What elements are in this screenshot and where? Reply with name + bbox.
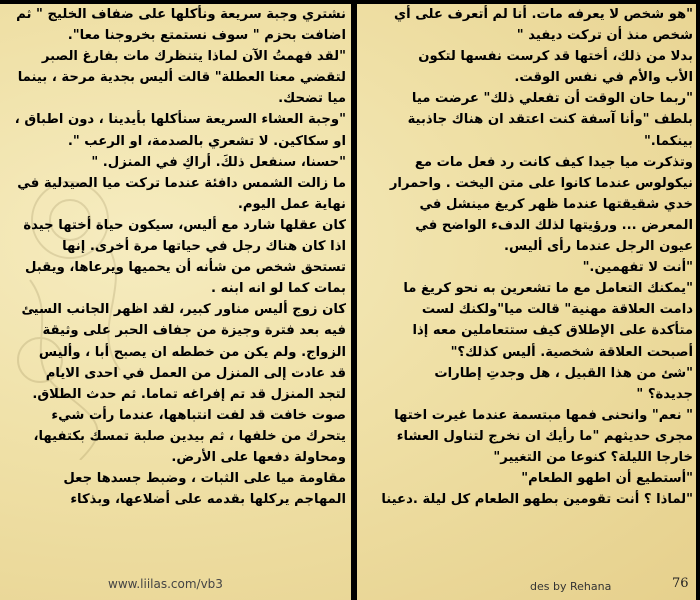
text-line: او سكاكين. لا تشعري بالصدمة، او الرعب ".: [67, 133, 346, 149]
text-line: بلطف "وأنا آسفة كنت اعتقد ان هناك جاذبية: [407, 112, 693, 128]
text-line: ومحاولة دفعها على الأرض.: [171, 449, 346, 465]
text-line: "ربما حان الوقت أن تفعلي ذلك" عرضت ميا: [411, 91, 693, 107]
text-line: تستحق شخص من شأنه أن يحميها ويرعاها، ويقبل: [25, 260, 346, 276]
text-line: "أستطيع أن اطهو الطعام": [521, 471, 693, 487]
text-line: كان عقلها شارد مع أليس، سيكون حياة أختها جيدة: [23, 217, 346, 233]
right-text-column: [362, 4, 693, 564]
text-line: "وجبة العشاء السريعة سنأكلها بأيدينا ، دون اطباق ،: [14, 112, 346, 128]
text-line: "لماذا ؟ أنت تقومين بطهو الطعام كل ليلة .دعينا: [381, 492, 693, 508]
designer-credit: des by Rehana: [530, 580, 612, 593]
text-line: ما زالت الشمس دافئة عندما تركت ميا الصيدلية في: [17, 175, 346, 191]
text-line: الأب والأم في نفس الوقت.: [514, 70, 693, 86]
text-line: شخص منذ أن تركت ديفيد ": [516, 28, 693, 44]
text-line: المهاجم يركلها بقدمه على أضلاعها، وبذكاء: [70, 492, 346, 508]
page-number: 76: [672, 576, 689, 591]
text-line: "حسنا، سنفعل ذلكَ. أراكِ في المنزل. ": [91, 154, 346, 170]
text-line: اذا كان هناك رجل في حياتها مرة أخرى. إنها: [62, 239, 346, 255]
text-line: مقاومة ميا على الثبات ، وضبط جسدها جعل: [63, 471, 346, 487]
text-line: نيكولوس عندما كانوا على متن اليخت . واحمرار: [389, 175, 693, 191]
right-border: [696, 0, 700, 600]
text-line: قد عادت إلى المنزل من العمل في احدى الايام: [45, 365, 346, 381]
text-line: "أنت لا تفهمين.": [582, 260, 693, 276]
text-line: المعرض ... ورؤيتها لذلك الدفء الواضح في: [415, 217, 693, 233]
text-line: "يمكنك التعامل مع ما تشعرين به نحو كريغ ما: [403, 281, 693, 297]
text-line: جديدة؟ ": [636, 386, 693, 402]
text-line: مجرى حديثهم "ما رأيك ان نخرج لتناول العشاء: [396, 428, 693, 444]
text-line: أصبحت العلاقة شخصية. أليس كذلك؟": [450, 344, 693, 360]
text-line: خارجا الليلة؟ كنوعا من التغيير": [493, 449, 693, 465]
text-line: يتحرك من خلفها ، ثم بيدين صلبة تمسك بكتفيها،: [33, 428, 346, 444]
text-line: بينكما.": [643, 133, 693, 149]
text-line: لتقضي معنا العطلة" قالت أليس بجدية مرحة ، بينما: [17, 70, 346, 86]
text-line: صوت خافت قد لفت انتباهها، عندما رأت شيء: [51, 407, 346, 423]
text-line: بدلا من ذلك، أختها قد كرست نفسها لتكون: [418, 49, 693, 65]
text-line: كان زوج أليس مناور كبير، لقد اظهر الجانب السيئ: [21, 302, 346, 318]
text-line: ميا تضحك.: [278, 91, 346, 107]
text-line: بمات كما لو انه ابنه .: [211, 281, 346, 297]
text-line: خدي شقيقتها عندما ظهر كريغ مينشل في: [419, 196, 693, 212]
text-line: متأكدة على الإطلاق كيف ستتعاملين معه إذا: [412, 323, 693, 339]
footer-url[interactable]: www.liilas.com/vb3: [108, 577, 223, 591]
text-line: الزواج. ولم يكن من خططه ان يصبح أبا ، وأليس: [38, 344, 346, 360]
text-line: نهاية عمل اليوم.: [237, 196, 346, 212]
text-line: فيه بعد فترة وجيزة من جفاف الحبر على وثيقة: [42, 323, 346, 339]
text-line: "لقد فهمتُ الآن لماذا يتنظرك مات بفارغ الصبر: [41, 49, 346, 65]
text-line: عيون الرجل عندما رأى أليس.: [503, 239, 693, 255]
text-line: اضافت بحزم " سوف نستمتع بخروجنا معا".: [67, 28, 346, 44]
text-line: " نعم" وانحنى فمها مبتسمة عندما غيرت اختها: [394, 407, 693, 423]
column-divider: [351, 0, 357, 600]
text-line: "شئ من هذا القبيل ، هل وجدتِ إطارات: [434, 365, 693, 381]
text-line: لتجد المنزل قد تم إفراغه تماما. ثم حدث الطلاق.: [32, 386, 346, 402]
text-line: دامت العلاقة مهنية" قالت ميا"ولكنك لست: [421, 302, 693, 318]
left-text-column: [6, 4, 346, 564]
text-line: وتذكرت ميا جيدا كيف كانت رد فعل مات مع: [414, 154, 693, 170]
text-line: نشتري وجبة سريعة ونأكلها على ضفاف الخليج " ثم: [16, 7, 346, 22]
text-line: "هو شخص لا يعرفه مات. أنا لم أتعرف على أي: [394, 7, 693, 22]
